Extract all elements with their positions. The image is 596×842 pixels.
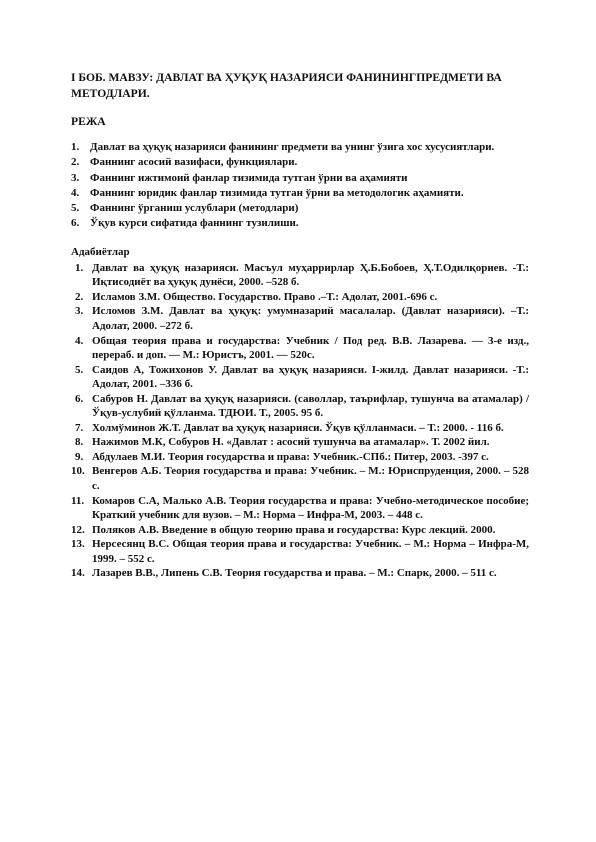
reference-number: 10. [71, 465, 85, 478]
reference-item [71, 304, 529, 333]
plan-item [71, 186, 529, 201]
reference-text: Венгеров А.Б. Теория государства и права: Учебник. – М.: Юриспруденция, 2000. – 528 с. [92, 465, 529, 492]
plan-item-text: Фаннинг ўрганиш услублари (методлари) [90, 202, 299, 215]
plan-item [71, 155, 529, 170]
reference-number: 12. [71, 523, 85, 536]
plan-list [71, 140, 529, 232]
reference-text: Исламов З.М. Общество. Государство. Право .–Т.: Адолат, 2001.-696 с. [92, 290, 438, 303]
references-list [71, 261, 529, 581]
reference-text: Лазарев В.В., Липень С.В. Теория государства и права. – М.: Спарк, 2000. – 511 с. [92, 567, 497, 580]
reference-number: 5. [75, 363, 84, 376]
reference-text: Саидов А, Тожихонов У. Давлат ва ҳуқуқ назарияси. I-жилд. Давлат назарияси. -Т.: Адолат, 2001. –336 б. [92, 363, 529, 391]
document-page [71, 70, 529, 581]
literature-heading: Адабиётлар [71, 245, 130, 258]
plan-item-number: 6. [71, 217, 80, 230]
reference-item [71, 464, 529, 493]
reference-number: 2. [75, 290, 84, 303]
reference-number: 13. [71, 538, 85, 551]
plan-item-number: 4. [71, 186, 80, 199]
reference-number: 1. [75, 261, 84, 274]
reference-text: Исломов З.М. Давлат ва ҳуқуқ: умумназарий масалалар. (Давлат назарияси). –Т.: Адолат, 2000. –272 б. [92, 305, 529, 332]
reference-item [71, 290, 529, 305]
reference-item [71, 494, 529, 523]
plan-item-text: Фаннинг асосий вазифаси, функциялари. [90, 156, 298, 169]
reference-text: Давлат ва ҳуқуқ назарияси. Масъул муҳаррирлар Ҳ.Б.Бобоев, Ҳ.Т.Одилқориев. -Т.: Иқтисодиёт ва ҳуқуқ дунёси, 2000. –528 б. [92, 261, 529, 289]
reference-text: Абдулаев М.И. Теория государства и права: Учебник.-СПб.: Питер, 2003. -397 с. [92, 450, 489, 463]
plan-heading: РЕЖА [71, 115, 106, 128]
reference-number: 9. [75, 450, 84, 463]
reference-item [71, 261, 529, 290]
plan-item-text: Давлат ва ҳуқуқ назарияси фанининг предмети ва унинг ўзига хос хусусиятлари. [90, 141, 495, 153]
reference-item [71, 363, 529, 392]
plan-item-number: 2. [71, 156, 80, 169]
plan-item-number: 1. [71, 141, 80, 153]
reference-number: 3. [75, 305, 84, 318]
reference-text: Комаров С.А, Малько А.В. Теория государства и права: Учебно-методическое пособие; Краткий учебник для вузов. – М.: Норма – Инфра-М, 2003. – 448 с. [92, 494, 529, 522]
reference-text: Нажимов М.К, Собуров Н. «Давлат : асосий тушунча ва атамалар». Т. 2002 йил. [92, 436, 490, 449]
reference-item [71, 523, 529, 538]
reference-number: 8. [75, 436, 84, 449]
plan-item-text: Фаннинг юридик фанлар тизимида тутган ўрни ва методологик аҳамияти. [90, 186, 464, 199]
reference-item [71, 566, 529, 581]
plan-item [71, 201, 529, 216]
reference-text: Поляков А.В. Введение в общую теорию права и государства: Курс лекций. 2000. [92, 523, 496, 536]
reference-text: Нерсесянц В.С. Общая теория права и государства: Учебник. – М.: Норма – Инфра-М, 1999. – 552 с. [92, 538, 529, 565]
plan-item [71, 140, 529, 155]
reference-number: 14. [71, 567, 85, 580]
chapter-title: I БОБ. МАВЗУ: ДАВЛАТ ВА ҲУҚУҚ НАЗАРИЯСИ ФАНИНИНГПРЕДМЕТИ ВА МЕТОДЛАРИ. [71, 71, 502, 100]
reference-item [71, 450, 529, 465]
reference-text: Холмўминов Ж.Т. Давлат ва ҳуқуқ назарияси. Ўқув қўлланмаси. – Т.: 2000. - 116 б. [92, 421, 504, 434]
plan-item-text: Фаннинг ижтимоий фанлар тизимида тутган ўрни ва аҳамияти [90, 171, 408, 184]
reference-text: Сабуров Н. Давлат ва ҳуқуқ назарияси. (саволлар, таърифлар, тушунча ва атамалар) / Ўқув-услубий қўлланма. ТДЮИ. Т., 2005. 95 б. [92, 392, 529, 420]
reference-number: 4. [75, 334, 84, 347]
reference-number: 7. [75, 421, 84, 434]
plan-item-number: 3. [71, 171, 80, 184]
reference-number: 6. [75, 392, 84, 405]
reference-item [71, 334, 529, 363]
reference-item [71, 435, 529, 450]
plan-item-number: 5. [71, 202, 80, 215]
reference-item [71, 392, 529, 421]
reference-item [71, 421, 529, 436]
reference-number: 11. [71, 494, 85, 507]
plan-item [71, 171, 529, 186]
plan-item-text: Ўқув курси сифатида фаннинг тузилиши. [90, 217, 299, 230]
reference-text: Общая теория права и государства: Учебник / Под ред. В.В. Лазарева. — 3-е изд., перераб. и доп. — М.: Юристъ, 2001. — 520с. [92, 334, 529, 362]
plan-item [71, 216, 529, 231]
reference-item [71, 537, 529, 566]
